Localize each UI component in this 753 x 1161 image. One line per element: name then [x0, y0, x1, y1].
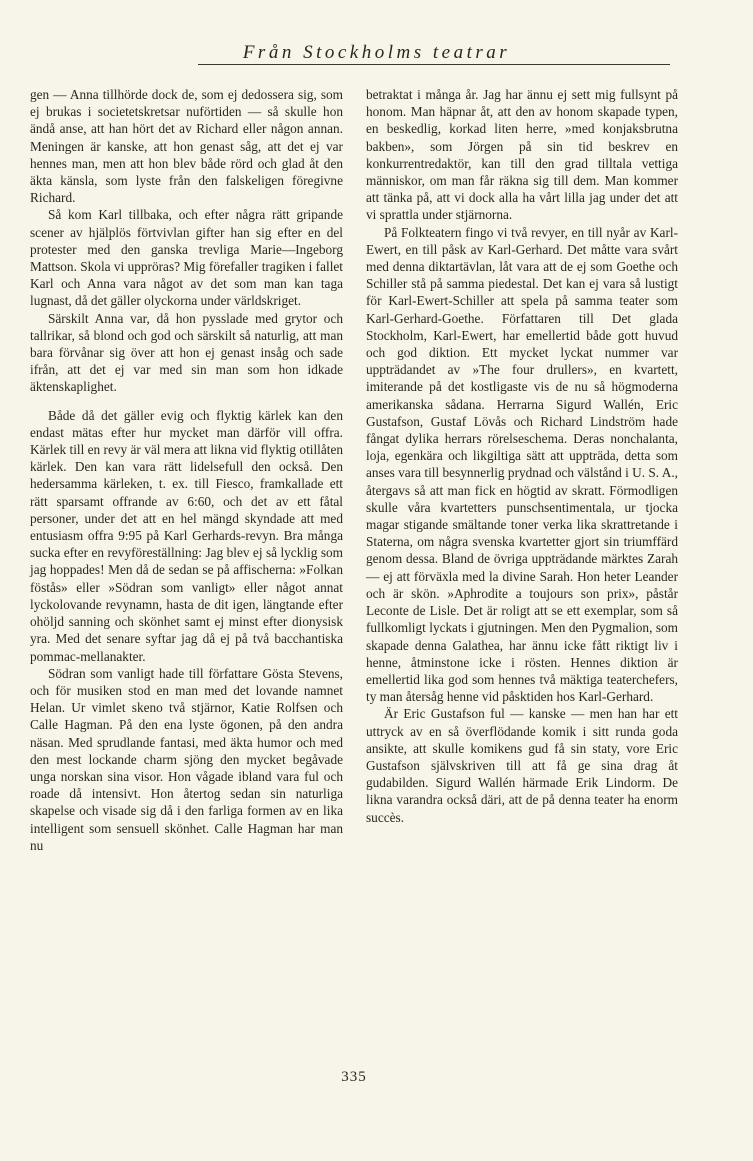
left-column	[30, 86, 343, 854]
paragraph: Så kom Karl tillbaka, och efter några rätt gripande scener av hjälplös förtvivlan gifter han sig efter en del protester med den ganska trevliga Marie—Ingeborg Mattson. Skola vi uppröras? Mig förefaller tragiken i fallet Karl och Anna vara något av det som man kan taga lugnast, då det gäller olyckorna under världskriget.	[30, 207, 343, 309]
header-rule	[198, 64, 670, 65]
paragraph: Södran som vanligt hade till författare Gösta Stevens, och för musiken stod en man med det lovande namnet Helan. Ur vimlet skeno två stjärnor, Katie Rolfsen och Calle Hagman. På den ena lyste ögonen, på den andra näsan. Med sprudlande fantasi, med äkta humor och med den mest lockande charm sjöng den mycket begåvade unga norskan sina visor. Hon vågade ibland vara ful och roade då intensivt. Hon återtog sedan sin naturliga skapelse och visade sig då i den farliga formen av en lika intelligent som sensuell skönhet. Calle Hagman har man nu	[30, 665, 343, 853]
paragraph: På Folkteatern fingo vi två revyer, en till nyår av Karl-Ewert, en till påsk av Karl-Gerhard. Det måtte vara svårt med denna diktartävlan, låt vara att de ej som Goethe och Schiller stå på samma piedestal. Det kan ej vara så lustigt för Karl-Ewert-Schiller att spela på samma teater som Karl-Gerhard-Goethe. Författaren till Det glada Stockholm, Karl-Ewert, har emellertid både gott huvud och god diktion. Ett mycket lyckat nummer var uppträdandet av »The four drullers», en kvartett, imiterande på det kostligaste vis de nu så högmoderna amerikanska sådana. Herrarna Sigurd Wallén, Eric Gustafson, Gustaf Lövås och Richard Lindström hade fångat dylika herrars rörelseschema. Deras nonchalanta, loja, egenkära och likgiltiga sätt att uppträda, detta som anses vara till besynnerlig prydnad och välstånd i U. S. A., återgavs så att man fick en högtid av skratt. Förmodligen skulle våra kvartetters punschsentimentala, ur tjocka magar stigande smältande toner verka lika skrattretande i Staterna, om några svenska kvartetter gjort sin triumffärd genom dessa. Bland de övriga uppträdande märktes Zarah — ej att förväxla med la divine Sarah. Hon heter Leander och är skön. »Aphrodite a toujours son prix», påstår Leconte de Lisle. Det är roligt att se ett exemplar, som så fullkomligt lyckats i gjutningen. Men den Pygmalion, som skapade denna Galathea, har ännu icke fått riktigt liv i henne, åtminstone icke i rösten. Hennes diktion är emellertid lika god som hennes två mäktiga teaterchefers, ty man återsåg henne vid påsktiden hos Karl-Gerhard.	[366, 224, 678, 705]
running-header: Från Stockholms teatrar	[242, 42, 511, 63]
page-number: 335	[341, 1069, 367, 1085]
paragraph: Är Eric Gustafson ful — kanske — men han har ett uttryck av en så överflödande komik i sitt runda goda ansikte, att skulle komikens gud få sin staty, vore Eric Gustafson självskriven till att få ge sina drag åt gudabilden. Sigurd Wallén härmade Erik Lindorm. De likna varandra också däri, att de på denna teater ha enorm succès.	[366, 706, 678, 825]
paragraph: Särskilt Anna var, då hon pysslade med grytor och tallrikar, så blond och god och särskilt så naturlig, att man bara förvånar sig över att hon ej genast insåg och sade ifrån, att det ej var med sin man som hon idkade äktenskaplighet.	[30, 310, 343, 395]
paragraph: gen — Anna tillhörde dock de, som ej dedossera sig, som ej brukas i societetskretsar nuförtiden — så skulle hon ändå anse, att han hört det av Richard eller någon annan. Meningen är kanske, att hon genast såg, att det ej var hennes man, men att hon blev både rörd och glad åt den äkta känsla, som lyste från den falskeligen föregivne Richard.	[30, 87, 343, 206]
right-column	[366, 86, 678, 826]
paragraph: Både då det gäller evig och flyktig kärlek kan den endast mätas efter hur mycket man därför vill offra. Kärlek till en revy är väl mera att likna vid flyktig otillåten kärlek. Den kan vara rätt lidelsefull den också. Den hedersamma kärleken, t. ex. till Fiesco, framkallade ett rätt sparsamt offrande av 6:60, och det av ett fåtal personer, under det att en hel mängd skyndade att med entusiasm offra 9:95 på Karl Gerhards-revyn. Bra många sucka efter en revyföreställning: Jag blev ej så lycklig som jag hoppades! Men då de sedan se på affischerna: »Folkan föstås» eller »Södran som vanligt» eller något annat lyckolovande revynamn, hasta de dit igen, längtande efter ohöljd sanning och skönhet samt ej minst efter dionysisk yra. Med det senare syftar jag då ej på två bacchantiska pommac-mellanakter.	[30, 407, 343, 664]
paragraph: betraktat i många år. Jag har ännu ej sett mig fullsynt på honom. Man häpnar åt, att den av honom skapade typen, en beskedlig, korkad liten herre, »med konjaksbrutna bakben», som Jörgen på sin tid beskrev en konkurrentredaktör, kan till den grad tilltala vettiga människor, om man får räkna sig till dem. Man kommer att tänka på, att vi dock alla ha vårt lilla jag under det att vi sprattla under stjärnorna.	[366, 87, 678, 223]
